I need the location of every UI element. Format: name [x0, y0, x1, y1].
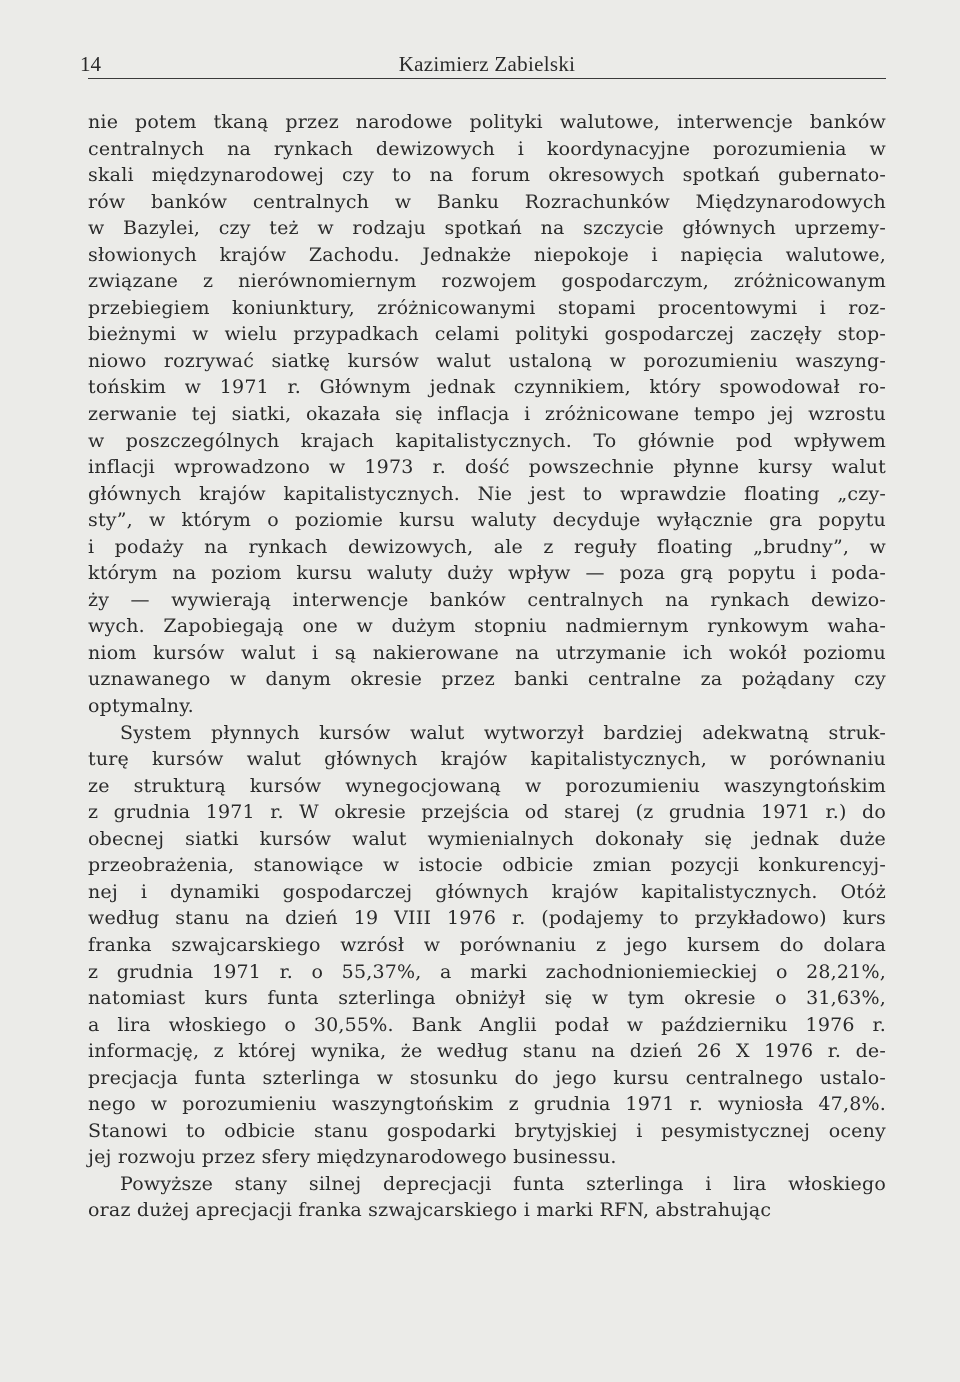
text-line: rów banków centralnych w Banku Rozrachunków Międzynarodowych	[88, 190, 886, 213]
text-line: niowo rozrywać siatkę kursów walut ustaloną w porozumieniu waszyng-	[88, 349, 886, 372]
text-line: ży — wywierają interwencje banków centralnych na rynkach dewizo-	[88, 588, 886, 611]
running-head	[80, 50, 886, 79]
text-line: inflacji wprowadzono w 1973 r. dość powszechnie płynne kursy walut	[88, 456, 886, 479]
paragraph	[88, 720, 886, 1171]
text-line: sty”, w którym o poziomie kursu waluty decyduje wyłącznie gra popytu	[88, 509, 886, 532]
text-line: Powyższe stany silnej deprecjacji funta szterlinga i lira włoskiego	[120, 1172, 886, 1195]
text-line: zerwanie tej siatki, okazała się inflacja i zróżnicowane tempo jej wzrostu	[88, 403, 886, 426]
text-line: i podaży na rynkach dewizowych, ale z reguły floating „brudny”, w	[88, 535, 886, 558]
text-line: jej rozwoju przez sfery międzynarodowego businessu.	[88, 1146, 617, 1169]
text-line: optymalny.	[88, 695, 194, 718]
text-line: centralnych na rynkach dewizowych i koordynacyjne porozumienia w	[88, 137, 886, 160]
text-line: nie potem tkaną przez narodowe polityki walutowe, interwencje banków	[88, 111, 886, 133]
text-line: niom kursów walut i są nakierowane na utrzymanie ich wokół poziomu	[88, 641, 886, 664]
text-line: Stanowi to odbicie stanu gospodarki brytyjskiej i pesymistycznej oceny	[88, 1119, 886, 1142]
text-line: przebiegiem koniunktury, zróżnicowanymi stopami procentowymi i roz-	[88, 296, 886, 319]
text-line: przeobrażenia, stanowiące w istocie odbicie zmian pozycji konkurencyj-	[88, 854, 886, 877]
text-line: z grudnia 1971 r. W okresie przejścia od starej (z grudnia 1971 r.) do	[88, 801, 886, 824]
text-line: skali międzynarodowej czy to na forum okresowych spotkań gubernato-	[88, 164, 886, 187]
text-line: System płynnych kursów walut wytworzył bardziej adekwatną struk-	[120, 721, 886, 744]
body-text	[88, 109, 886, 1224]
text-line: precjacja funta szterlinga w stosunku do jego kursu centralnego ustalo-	[88, 1066, 886, 1089]
text-line: bieżnymi w wielu przypadkach celami polityki gospodarczej zaczęły stop-	[88, 323, 886, 346]
running-head-author: Kazimierz Zabielski	[398, 52, 576, 76]
text-line: w Bazylei, czy też w rodzaju spotkań na szczycie głównych uprzemy-	[88, 217, 886, 240]
page-number: 14	[80, 52, 101, 76]
text-line: z grudnia 1971 r. o 55,37%, a marki zachodnioniemieckiej o 28,21%,	[88, 960, 886, 983]
text-line: w poszczególnych krajach kapitalistycznych. To głównie pod wpływem	[88, 429, 886, 452]
text-line: oraz dużej aprecjacji franka szwajcarskiego i marki RFN, abstrahując	[88, 1199, 772, 1222]
text-line: wych. Zapobiegają one w dużym stopniu nadmiernym rynkowym waha-	[88, 615, 886, 638]
text-line: którym na poziom kursu waluty duży wpływ — poza grą popytu i poda-	[88, 562, 886, 585]
text-line: uznawanego w danym okresie przez banki centralne za pożądany czy	[88, 668, 886, 691]
text-line: informację, z której wynika, że według stanu na dzień 26 X 1976 r. de-	[88, 1040, 886, 1063]
text-line: natomiast kurs funta szterlinga obniżył się w tym okresie o 31,63%,	[88, 987, 886, 1010]
paragraph	[88, 1171, 886, 1224]
text-line: głównych krajów kapitalistycznych. Nie jest to wprawdzie floating „czy-	[88, 482, 886, 505]
text-line: turę kursów walut głównych krajów kapitalistycznych, w porównaniu	[88, 748, 886, 771]
text-line: tońskim w 1971 r. Głównym jednak czynnikiem, który spowodował ro-	[88, 376, 886, 399]
text-line: słowionych krajów Zachodu. Jednakże niepokoje i napięcia walutowe,	[88, 243, 886, 266]
text-line: obecnej siatki kursów walut wymienialnych dokonały się jednak duże	[88, 827, 886, 850]
text-line: franka szwajcarskiego wzrósł w porównaniu z jego kursem do dolara	[88, 933, 886, 956]
text-line: nego w porozumieniu waszyngtońskim z grudnia 1971 r. wyniosła 47,8%.	[88, 1093, 886, 1116]
text-line: nej i dynamiki gospodarczej głównych krajów kapitalistycznych. Otóż	[88, 880, 886, 903]
paragraph	[88, 109, 886, 720]
text-line: według stanu na dzień 19 VIII 1976 r. (podajemy to przykładowo) kurs	[88, 907, 886, 930]
text-line: związane z nierównomiernym rozwojem gospodarczym, zróżnicowanym	[88, 270, 886, 293]
text-line: a lira włoskiego o 30,55%. Bank Anglii podał w październiku 1976 r.	[88, 1013, 886, 1036]
text-line: ze strukturą kursów wynegocjowaną w porozumieniu waszyngtońskim	[88, 774, 886, 797]
